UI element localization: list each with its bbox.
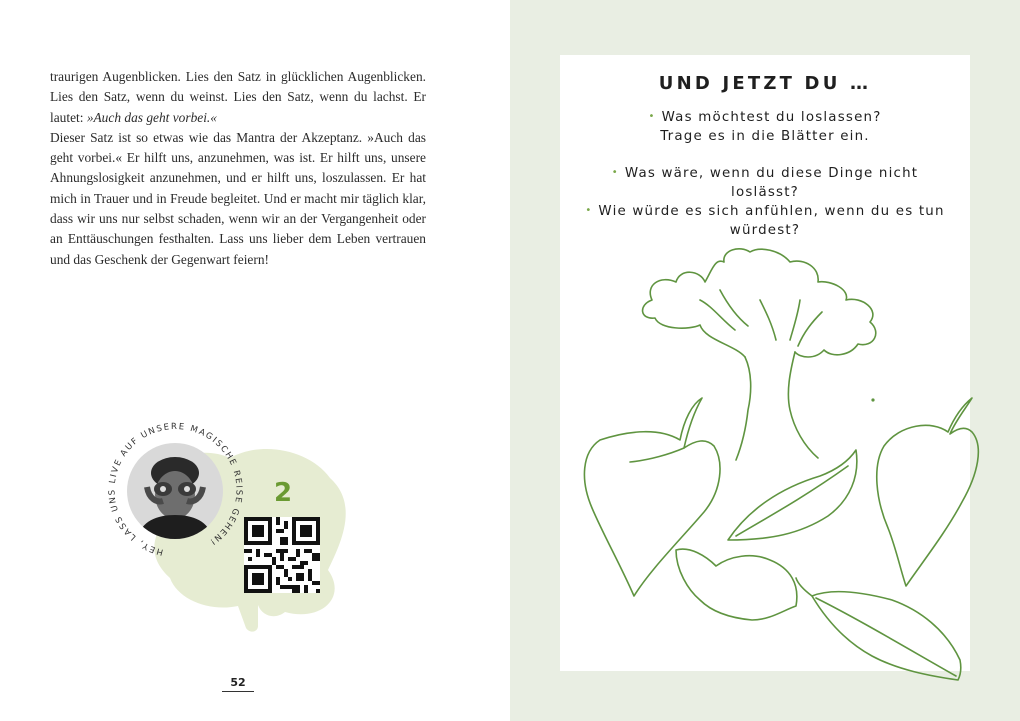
ink-dot — [872, 399, 874, 401]
flower-petals — [643, 249, 876, 357]
flower-stem — [736, 352, 818, 460]
leaf-bottom-right-stem — [796, 578, 812, 596]
question-1-line-1: Was möchtest du loslassen? — [661, 110, 882, 125]
bullet-icon: • — [611, 167, 619, 178]
bullet-icon: • — [648, 111, 656, 122]
leaf-middle-vein — [736, 466, 848, 536]
leaf-left-heart — [584, 398, 720, 596]
leaf-right-heart — [877, 398, 979, 586]
bullet-icon: • — [585, 205, 593, 216]
leaf-left-tip — [630, 448, 684, 462]
leaf-bottom-left — [676, 549, 797, 620]
question-2-text: Was wäre, wenn du diese Dinge nicht loslässt? — [624, 166, 919, 200]
flower-inner-lines — [700, 290, 822, 346]
card-title: UND JETZT DU … — [658, 73, 872, 94]
leaf-bottom-right-vein — [816, 598, 956, 676]
leaf-middle — [728, 450, 857, 540]
paragraph-1-quote: »Auch das geht vorbei.« — [86, 109, 217, 125]
question-3-text: Wie würde es sich anfühlen, wenn du es tun würdest? — [598, 204, 945, 238]
page-number: 52 — [222, 676, 254, 692]
circle-caption-text: HEY, LASS UNS LIVE AUF UNSERE MAGISCHE REISE GEHEN! — [107, 421, 244, 557]
question-1-line-2: Trage es in die Blätter ein. — [660, 129, 870, 144]
episode-number: 2 — [273, 478, 293, 508]
paragraph-2: Dieser Satz ist so etwas wie das Mantra der Akzeptanz. »Auch das geht vorbei.« Er hilft uns, anzunehmen, was ist. Er hilft uns, unsere Ahnungslosigkeit anzunehmen, und er hilft uns, loszulassen. Er hat mich in Trauer und in Freude begleitet. Und er macht mir täglich klar, dass wir uns nur selbst schaden, wenn wir an der Vergangenheit oder an Enttäuschungen festhalten. Lass uns lieber dem Leben vertrauen und das Geschenk der Gegenwart feiern! — [50, 129, 426, 267]
paragraph-1-text: traurigen Augenblicken. Lies den Satz in glücklichen Augenblicken. Lies den Satz, wenn du weinst. Lies den Satz, wenn du lachst. Er lautet: — [50, 69, 426, 125]
